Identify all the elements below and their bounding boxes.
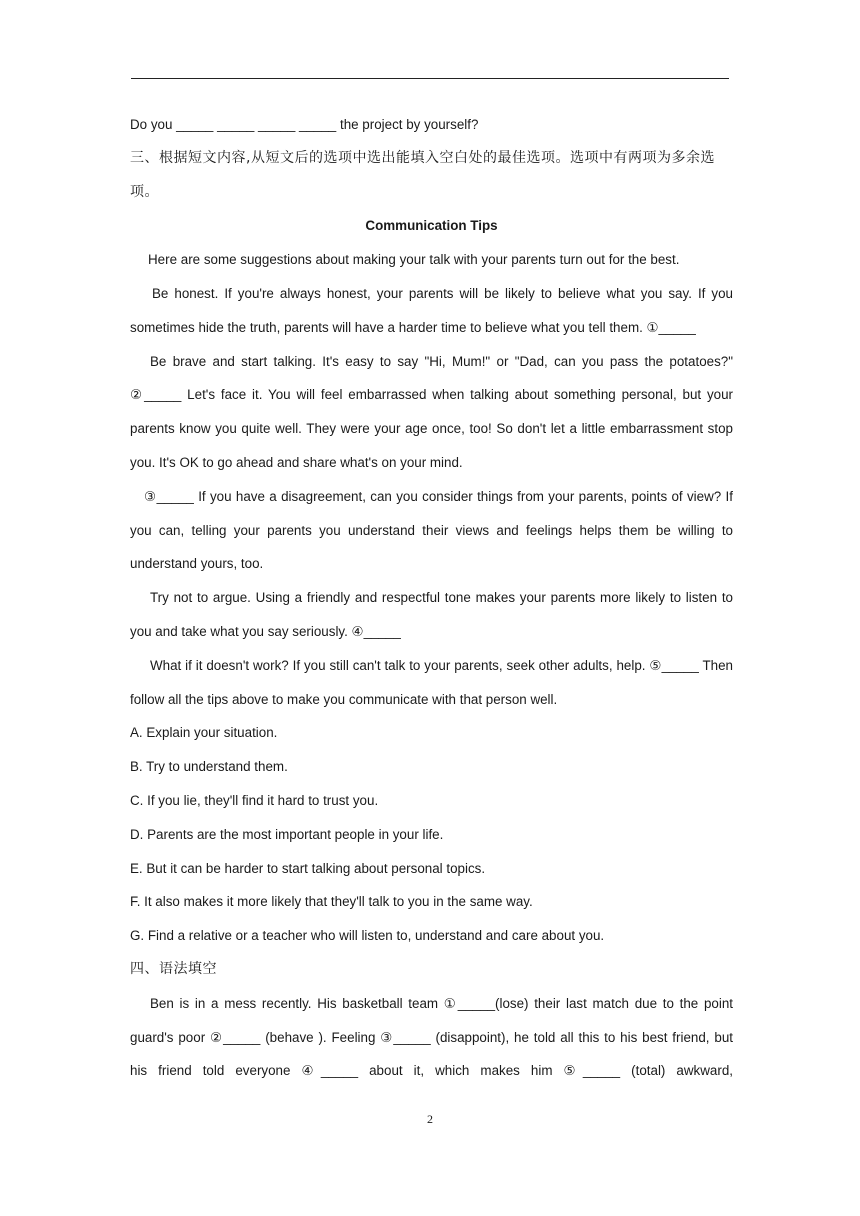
grammar-paragraph: Ben is in a mess recently. His basketball team ①_____(lose) their last match due to the point guard's poor ②_____ (behave ). Feeling ③_____ (disappoint), he told all this to his best friend, but his friend told everyone ④_____ about it, which makes him ⑤_____ (total) awkward, xyxy=(130,995,733,1079)
section-3-heading: 三、根据短文内容,从短文后的选项中选出能填入空白处的最佳选项。选项中有两项为多余选项。 xyxy=(130,149,715,200)
page-number: 2 xyxy=(427,1112,433,1126)
passage-title: Communication Tips xyxy=(365,218,498,234)
page-content xyxy=(130,108,733,1088)
previous-question: Do you _____ _____ _____ _____ the project by yourself? xyxy=(130,117,479,132)
option-d: D. Parents are the most important people in your life. xyxy=(130,826,444,842)
passage-paragraph-other-adults: What if it doesn't work? If you still can't talk to your parents, seek other adults, help. ⑤_____ Then follow all the tips above to make you communicate with that person well. xyxy=(130,657,733,707)
passage-paragraph-intro: Here are some suggestions about making your talk with your parents turn out for the best. xyxy=(148,252,680,268)
section-4-heading: 四、语法填空 xyxy=(130,960,217,977)
passage-paragraph-understand: ③_____ If you have a disagreement, can you consider things from your parents, points of view? If you can, telling your parents you understand their views and feelings helps them be willing to understand yours, too. xyxy=(130,488,733,572)
option-e: E. But it can be harder to start talking about personal topics. xyxy=(130,860,486,876)
option-a: A. Explain your situation. xyxy=(130,725,278,741)
option-c: C. If you lie, they'll find it hard to trust you. xyxy=(130,792,379,808)
header-rule xyxy=(131,78,729,79)
passage-paragraph-honest: Be honest. If you're always honest, your parents will be likely to believe what you say. If you sometimes hide the truth, parents will have a harder time to believe what you tell them. ①_____ xyxy=(130,285,733,335)
passage-paragraph-brave: Be brave and start talking. It's easy to say "Hi, Mum!" or "Dad, can you pass the potatoes?" ②_____ Let's face it. You will feel embarrassed when talking about something personal, but your parents know you quite well. They were your age once, too! So don't let a little embarrassment stop you. It's OK to go ahead and share what's on your mind. xyxy=(130,353,733,470)
option-g: G. Find a relative or a teacher who will listen to, understand and care about you. xyxy=(130,928,605,944)
option-b: B. Try to understand them. xyxy=(130,759,288,775)
option-f: F. It also makes it more likely that they'll talk to you in the same way. xyxy=(130,894,533,910)
passage-paragraph-argue: Try not to argue. Using a friendly and respectful tone makes your parents more likely to listen to you and take what you say seriously. ④_____ xyxy=(130,590,733,639)
